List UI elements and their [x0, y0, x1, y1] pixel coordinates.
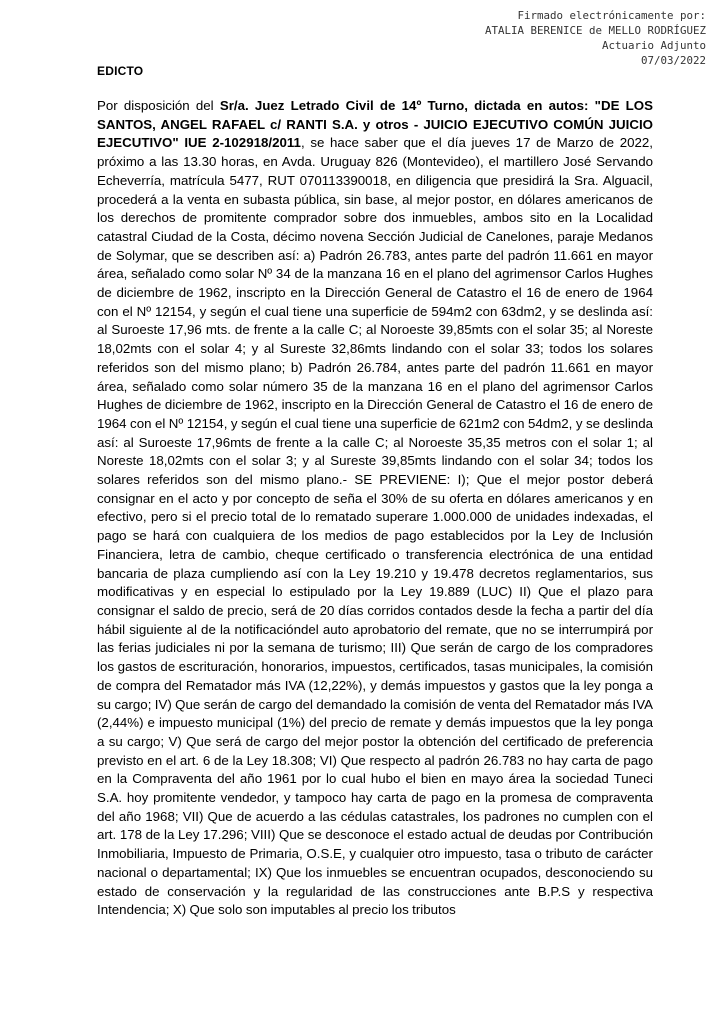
edict-text: , se hace saber que el día jueves 17 de Marzo de 2022, próximo a las 13.30 horas, en Avda. Uruguay 826 (Montevideo), el martillero José Servando Echeverría, matrícula 5477, RUT 070113390018, en diligencia que presidirá la Sra. Alguacil, procederá a la venta en subasta pública, sin base, al mejor postor, en dólares americanos de los derechos de promitente comprador sobre dos inmuebles, ambos sito en la Localidad catastral Ciudad de la Costa, décimo novena Sección Judicial de Canelones, paraje Medanos de Solymar, que se describen así: a) Padrón 26.783, antes parte del padrón 11.661 en mayor área, señalado como solar Nº 34 de la manzana 16 en el plano del agrimensor Carlos Hughes de diciembre de 1962, inscripto en la Dirección General de Catastro el 16 de enero de 1964 con el Nº 12154, y según el cual tiene una superficie de 594m2 con 63dm2, y se deslinda así: al Suroeste 17,96 mts. de frente a la calle C; al Noroeste 39,85mts con el solar 35; al Noreste 18,02mts con el solar 4; y al Sureste 32,86mts lindando con el solar 33; todos los solares referidos son del mismo plano; b) Padrón 26.784, antes parte del padrón 11.661 en mayor área, señalado como solar número 35 de la manzana 16 en el plano del agrimensor Carlos Hughes de diciembre de 1962, inscripto en la Dirección General de Catastro el 16 de enero de 1964 con el Nº 12154, y según el cual tiene una superficie de 621m2 con 54dm2, y se deslinda así: al Suroeste 17,96mts de frente a la calle C; al Noroeste 35,35 metros con el solar 1; al Noreste 18,02mts con el solar 3; y al Sureste 39,85mts lindando con el solar 34; todos los solares referidos son del mismo plano.- SE PREVIENE: I); Que el mejor postor deberá consignar en el acto y por concepto de seña el 30% de su oferta en dólares americanos y en efectivo, pero si el precio total de lo rematado superare 1.000.000 de unidades indexadas, el pago se hará con cualquiera de los medios de pago establecidos por la Ley de Inclusión Financiera, letra de cambio, cheque certificado o transferencia electrónica de una entidad bancaria de plaza cumpliendo así con la Ley 19.210 y 19.478 decretos reglamentarios, sus modificativas y en especial lo estipulado por la Ley 19.889 (LUC) II) Que el plazo para consignar el saldo de precio, será de 20 días corridos contados desde la fecha a partir del día hábil siguiente al de la notificacióndel auto aprobatorio del remate, que no se interrumpirá por las ferias judiciales ni por la semana de turismo; III) Que serán de cargo de los compradores los gastos de escrituración, honorarios, impuestos, certificados, tasas municipales, la comisión de compra del Rematador más IVA (12,22%), y demás impuestos y gastos que la ley ponga a su cargo; IV) Que serán de cargo del demandado la comisión de venta del Rematador más IVA (2,44%) e impuesto municipal (1%) del precio de remate y demás impuestos que la ley ponga a su cargo; V) Que será de cargo del mejor postor la obtención del certificado de preferencia previsto en el art. 6 de la Ley 18.308; VI) Que respecto al padrón 26.783 no hay carta de pago en la Compraventa del año 1961 por lo cual hubo el bien en mayo área la sociedad Tuneci S.A. hoy promitente vendedor, y tampoco hay carta de pago en la promesa de compraventa del año 1968; VII) Que de acuerdo a las cédulas catastrales, los padrones no cumplen con el art. 178 de la Ley 17.296; VIII) Que se desconoce el estado actual de deudas por Contribución Inmobiliaria, Impuesto de Primaria, O.S.E, y cualquier otro impuesto, tasa o tributo de carácter nacional o departamental; IX) Que los inmuebles se encuentran ocupados, desconociendo su estado de conservación y la regularidad de las construcciones ante B.P.S y respectiva Intendencia; X) Que solo son imputables al precio los tributos	[97, 135, 653, 918]
signer-name: ATALIA BERENICE de MELLO RODRÍGUEZ	[484, 24, 706, 37]
electronic-signature-block	[436, 8, 706, 68]
edict-case-reference: Sr/a. Juez Letrado Civil de 14º Turno, dictada en autos: "DE LOS SANTOS, ANGEL RAFAEL c/ RANTI S.A. y otros - JUICIO EJECUTIVO COMÚN JUICIO EJECUTIVO" IUE 2-102918/2011	[97, 98, 653, 151]
edict-intro: Por disposición del	[97, 98, 220, 113]
signer-role: Actuario Adjunto	[601, 39, 706, 52]
signature-date: 07/03/2022	[640, 54, 706, 67]
signature-heading: Firmado electrónicamente por:	[517, 9, 706, 22]
document-title: EDICTO	[97, 64, 144, 78]
edict-body	[97, 97, 653, 957]
